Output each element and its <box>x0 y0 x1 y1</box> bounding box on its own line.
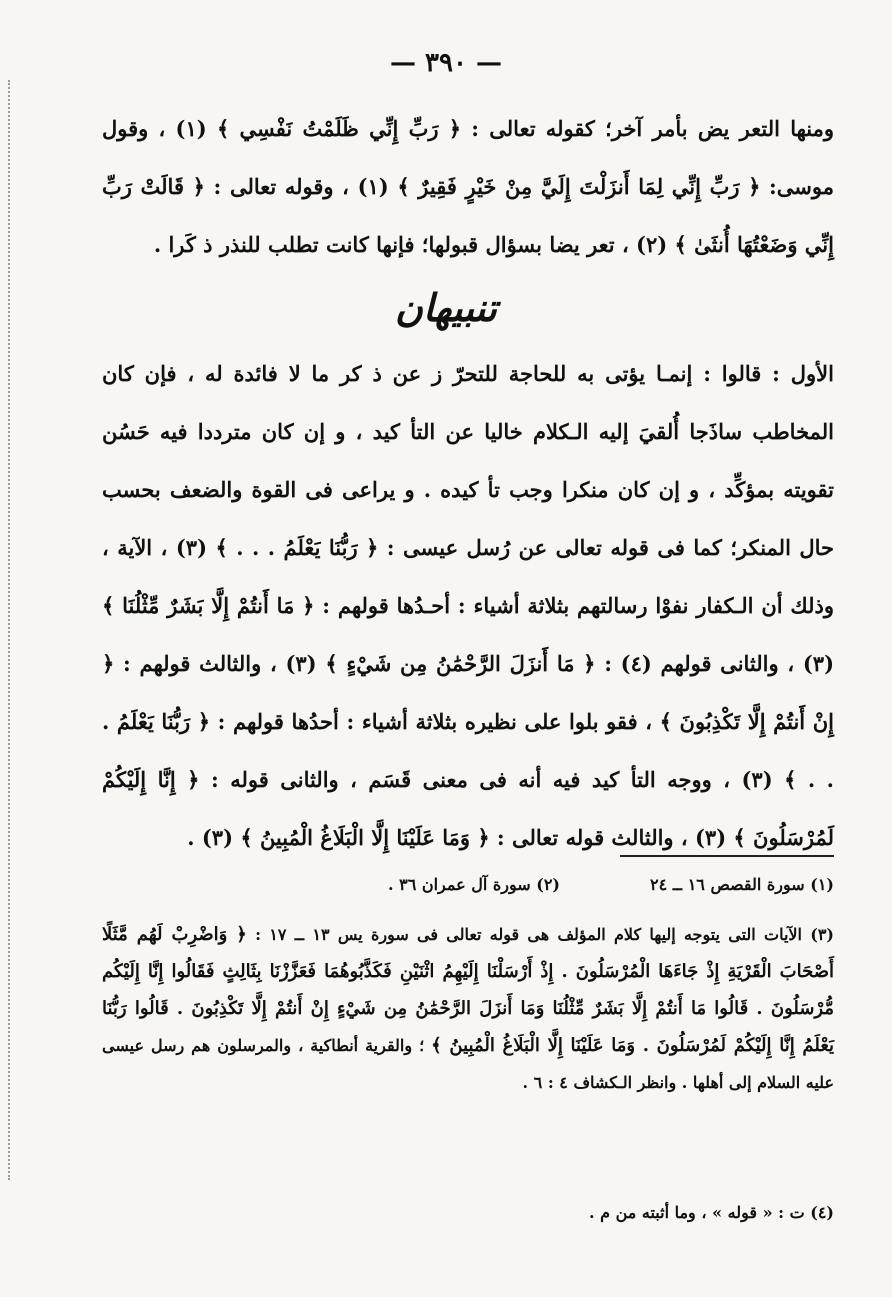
footnote-2: (٢) سورة آل عمران ٣٦ . <box>387 875 560 894</box>
footnote-3-quote: ﴿ وَاضْرِبْ لَهُم مَّثَلًا أَصْحَابَ الْقَرْيَةِ إِذْ جَاءَهَا الْمُرْسَلُونَ . إِذْ أَرْسَلْنَا إِلَيْهِمُ اثْنَيْنِ فَكَذَّبُوهُمَا فَعَزَّزْنَا بِثَالِثٍ فَقَالُوا إِنَّا إِلَيْكُم مُّرْسَلُونَ . قَالُوا مَا أَنتُمْ إِلَّا بَشَرٌ مِّثْلُنَا وَمَا أَنزَلَ الرَّحْمَٰنُ مِن شَيْءٍ إِنْ أَنتُمْ إِلَّا تَكْذِبُونَ . قَالُوا رَبُّنَا يَعْلَمُ إِنَّا إِلَيْكُمْ لَمُرْسَلُونَ . وَمَا عَلَيْنَا إِلَّا الْبَلَاغُ الْمُبِينُ ﴾ <box>102 924 835 1056</box>
footnote-3 <box>102 916 834 1101</box>
section-heading: تنبيهان <box>395 285 497 330</box>
footnotes-row-1 <box>102 875 834 894</box>
footnote-3-note: ؛ والقرية أنطاكية ، والمرسلون هم رسل عيسى عليه السلام إلى أهلها . وانظر الـكشاف ٤ : ٦ . <box>102 1036 834 1092</box>
binding-margin <box>8 80 12 1180</box>
footnote-4: (٤) ت : « قوله » ، وما أثبته من م . <box>588 1203 834 1222</box>
footnote-1: (١) سورة القصص ١٦ ــ ٢٤ <box>649 875 834 894</box>
footnote-3-intro: (٣) الآيات التى يتوجه إليها كلام المؤلف هى قوله تعالى فى سورة يس ١٣ ــ ١٧ : <box>255 925 834 944</box>
paragraph-first-note: الأول : قالوا : إنمـا يؤتى به للحاجة للتحرّ ز عن ذ كر ما لا فائدة له ، فإن كان المخاطب ساذَجا أُلقيَ إليه الـكلام خاليا عن التأ كيد ، و إن كان مترددا فيه حَسُن تقويته بمؤكِّد ، و إن كان منكرا وجب تأ كيده . و يراعى فى القوة والضعف بحسب حال المنكر؛ كما فى قوله تعالى عن رُسل عيسى : ﴿ رَبُّنَا يَعْلَمُ . . . ﴾ (٣) ، الآية ، وذلك أن الـكفار نفوْا رسالتهم بثلاثة أشياء : أحـدُها قولهم : ﴿ مَا أَنتُمْ إِلَّا بَشَرٌ مِّثْلُنَا ﴾ (٣) ، والثانى قولهم (٤) : ﴿ مَا أَنزَلَ الرَّحْمَٰنُ مِن شَيْءٍ ﴾ (٣) ، والثالث قولهم : ﴿ إِنْ أَنتُمْ إِلَّا تَكْذِبُونَ ﴾ ، فقو بلوا على نظيره بثلاثة أشياء : أحدُها قولهم : ﴿ رَبُّنَا يَعْلَمُ . . . ﴾ (٣) ، ووجه التأ كيد فيه أنه فى معنى قَسَم ، والثانى قوله : ﴿ إِنَّا إِلَيْكُمْ لَمُرْسَلُونَ ﴾ (٣) ، والثالث قوله تعالى : ﴿ وَمَا عَلَيْنَا إِلَّا الْبَلَاغُ الْمُبِينُ ﴾ (٣) . <box>102 361 835 850</box>
footnote-separator <box>620 855 834 857</box>
page-number: — ٣٩٠ — <box>389 48 503 78</box>
paragraph-allusion: ومنها التعر يض بأمر آخر؛ كقوله تعالى : ﴿ رَبِّ إِنِّي ظَلَمْتُ نَفْسِي ﴾ (١) ، وقول موسى: ﴿ رَبِّ إِنِّي لِمَا أَنزَلْتَ إِلَيَّ مِنْ خَيْرٍ فَقِيرٌ ﴾ (١) ، وقوله تعالى : ﴿ قَالَتْ رَبِّ إِنِّي وَضَعْتُهَا أُنثَىٰ ﴾ (٢) ، تعر يضا بسؤال قبولها؛ فإنها كانت تطلب للنذر ذ كَرا . <box>102 116 834 257</box>
